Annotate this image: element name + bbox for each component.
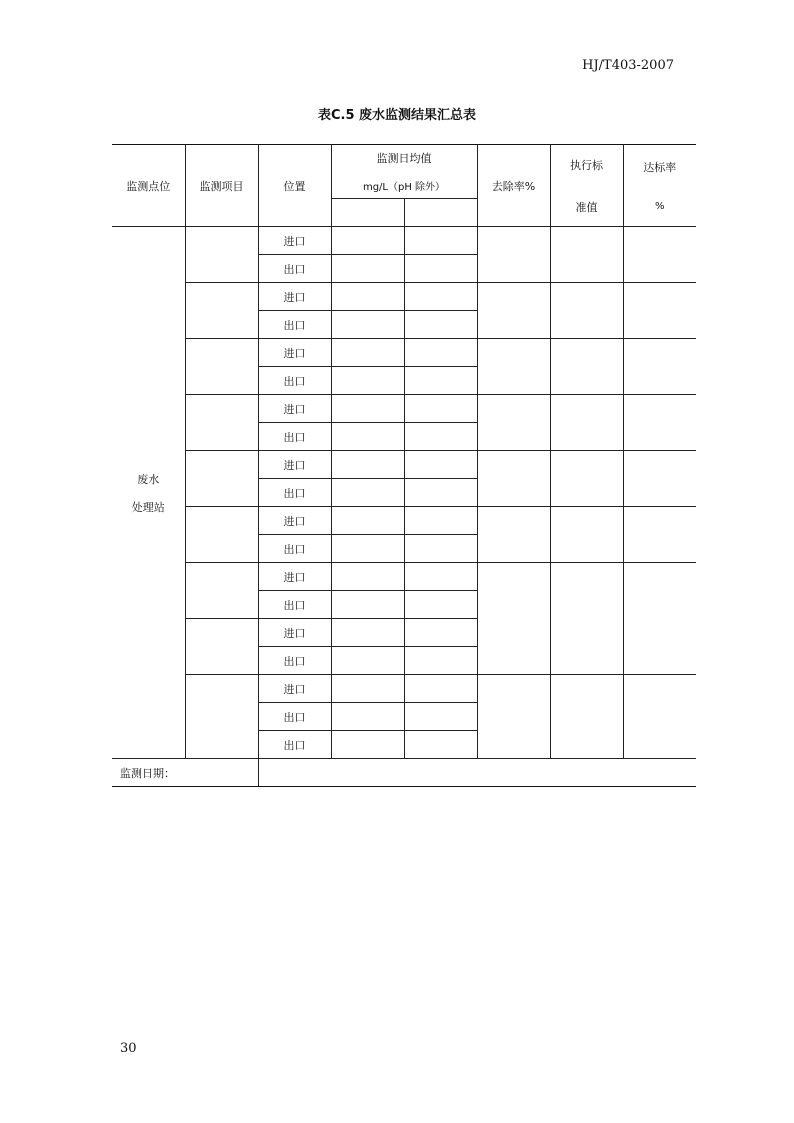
value-cell [331,367,404,395]
position-cell: 出口 [258,479,331,507]
table-row [112,283,696,311]
site-label-line1: 废水 [137,472,160,486]
table-title: 表C.5 废水监测结果汇总表 [317,108,477,123]
value-cell [331,339,404,367]
position-cell: 进口 [258,227,331,255]
standard-cell [550,675,623,759]
position-cell: 进口 [258,395,331,423]
value-cell [331,703,404,731]
position-cell: 出口 [258,367,331,395]
value-cell [331,731,404,759]
table-row [112,339,696,367]
value-cell [331,535,404,563]
removal-cell [477,451,550,507]
item-cell [185,507,258,563]
removal-cell [477,507,550,563]
value-cell [404,563,477,591]
value-cell [331,311,404,339]
compliance-cell [623,339,696,395]
monitoring-results-table [112,144,696,787]
value-cell [331,451,404,479]
header-standard-value [550,145,623,227]
value-cell [404,507,477,535]
position-cell: 进口 [258,507,331,535]
value-cell [404,675,477,703]
header-standard-line1: 执行标 [570,158,604,172]
document-number: HJ/T403-2007 [582,58,674,73]
table-row [112,675,696,703]
header-row-1 [112,145,696,199]
page-number: 30 [120,1041,137,1056]
standard-cell [550,563,623,675]
position-cell: 出口 [258,255,331,283]
standard-cell [550,395,623,451]
value-cell [404,255,477,283]
value-cell [404,311,477,339]
position-cell: 出口 [258,535,331,563]
table-row [112,227,696,255]
date-row [112,759,696,787]
value-cell [404,367,477,395]
item-cell [185,451,258,507]
position-cell: 进口 [258,563,331,591]
table-row [112,507,696,535]
position-cell: 出口 [258,703,331,731]
header-standard-line2: 准值 [575,200,598,214]
removal-cell [477,675,550,759]
item-cell [185,227,258,283]
compliance-cell [623,507,696,563]
monitoring-date-label: 监测日期： [112,759,258,787]
monitoring-date-value [258,759,696,787]
compliance-cell [623,563,696,675]
value-cell [404,283,477,311]
header-daily-average-unit: mg/L（pH 除外） [362,182,446,193]
header-position: 位置 [258,145,331,227]
item-cell [185,619,258,675]
removal-cell [477,395,550,451]
position-cell: 进口 [258,675,331,703]
value-cell [331,591,404,619]
value-cell [331,619,404,647]
position-cell: 进口 [258,283,331,311]
value-cell [331,423,404,451]
value-cell [331,283,404,311]
value-cell [331,675,404,703]
site-label-line2: 处理站 [131,500,165,514]
header-avg-subcol-2 [404,199,477,227]
value-cell [331,227,404,255]
value-cell [404,619,477,647]
header-monitoring-point: 监测点位 [112,145,185,227]
position-cell: 出口 [258,591,331,619]
standard-cell [550,283,623,339]
position-cell: 进口 [258,619,331,647]
value-cell [331,395,404,423]
value-cell [404,395,477,423]
value-cell [404,451,477,479]
removal-cell [477,563,550,675]
value-cell [331,563,404,591]
compliance-cell [623,283,696,339]
standard-cell [550,507,623,563]
value-cell [331,647,404,675]
value-cell [404,227,477,255]
compliance-cell [623,227,696,283]
header-compliance-line2: % [655,201,665,212]
item-cell [185,339,258,395]
position-cell: 进口 [258,451,331,479]
item-cell [185,675,258,759]
item-cell [185,563,258,619]
table-row [112,395,696,423]
value-cell [331,255,404,283]
removal-cell [477,227,550,283]
value-cell [404,479,477,507]
value-cell [331,479,404,507]
header-daily-average [331,145,477,199]
position-cell: 出口 [258,731,331,759]
value-cell [404,731,477,759]
header-daily-average-label: 监测日均值 [376,152,432,165]
item-cell [185,283,258,339]
item-cell [185,395,258,451]
compliance-cell [623,675,696,759]
value-cell [404,339,477,367]
header-removal-rate: 去除率% [477,145,550,227]
position-cell: 出口 [258,647,331,675]
header-compliance-line1: 达标率 [643,161,677,174]
standard-cell [550,227,623,283]
value-cell [404,647,477,675]
standard-cell [550,451,623,507]
value-cell [404,535,477,563]
removal-cell [477,339,550,395]
position-cell: 出口 [258,423,331,451]
position-cell: 出口 [258,311,331,339]
value-cell [331,507,404,535]
value-cell [404,703,477,731]
compliance-cell [623,395,696,451]
table-row [112,563,696,591]
standard-cell [550,339,623,395]
position-cell: 进口 [258,339,331,367]
header-monitoring-item: 监测项目 [185,145,258,227]
value-cell [404,591,477,619]
header-compliance-rate [623,145,696,227]
compliance-cell [623,451,696,507]
header-avg-subcol-1 [331,199,404,227]
removal-cell [477,283,550,339]
table-row [112,451,696,479]
site-cell [112,227,185,759]
value-cell [404,423,477,451]
